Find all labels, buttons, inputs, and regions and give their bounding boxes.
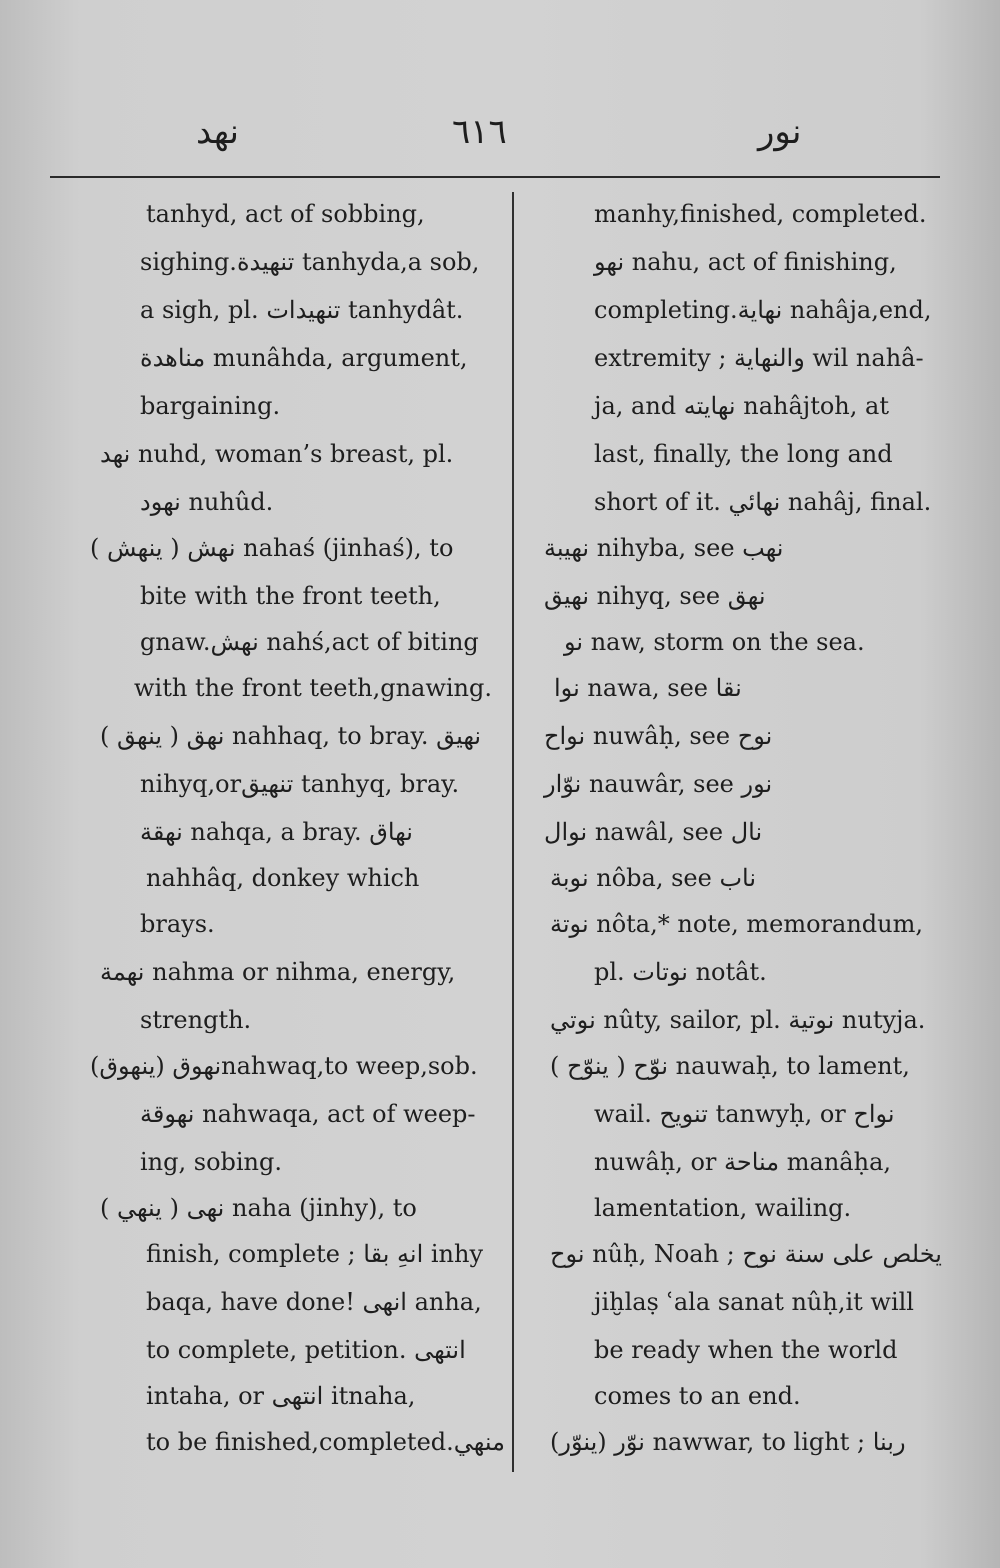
entry-line: nahhâq, donkey which	[146, 864, 420, 892]
entry-line: tanhyd, act of sobbing,	[146, 200, 425, 228]
entry-line: brays.	[140, 910, 215, 938]
entry-line: finish, complete ; انهِ بقا inhy	[146, 1240, 484, 1268]
entry-line: نوّار nauwâr, see نور	[544, 770, 773, 798]
entry-line: نهمة nahma or nihma, energy,	[100, 958, 456, 986]
entry-line: مناهدة munâhda, argument,	[140, 344, 468, 372]
entry-line: نوا nawa, see نقا	[554, 674, 742, 702]
column-divider	[512, 192, 514, 1472]
entry-line: نهود nuhûd.	[140, 488, 274, 516]
entry-line: strength.	[140, 1006, 252, 1034]
entry-line: extremity ; والنهاية wil nahâ-	[594, 344, 924, 372]
page-number: ٦١٦	[452, 112, 507, 152]
entry-line: ing, sobing.	[140, 1148, 283, 1176]
entry-line: نواح nuwâḥ, see نوح	[544, 722, 773, 750]
entry-line: intaha, or انتهى itnaha,	[146, 1382, 416, 1410]
running-head-right: نور	[758, 112, 802, 152]
entry-line: ja, and نهايته nahâjtoh, at	[594, 392, 889, 420]
header-rule	[50, 176, 940, 178]
entry-line: نوتة nôta,* note, memorandum,	[550, 910, 923, 938]
running-head-left: نهد	[196, 112, 239, 152]
entry-line: nihyq,orتنهيق tanhyq, bray.	[140, 770, 460, 798]
entry-line: نو naw, storm on the sea.	[564, 628, 865, 656]
entry-line: wail. تنويح tanwyḥ, or نواح	[594, 1100, 895, 1128]
entry-line: sighing.تنهيدة tanhyda,a sob,	[140, 248, 480, 276]
entry-line: gnaw.نهش nahś,act of biting	[140, 628, 479, 656]
entry-line: نهق ( ينهق ) nahhaq, to bray. نهيق	[100, 722, 482, 750]
entry-line: نوال nawâl, see نال	[544, 818, 763, 846]
entry-line: نهوقة nahwaqa, act of weep-	[140, 1100, 476, 1128]
entry-line: jiḫlaṣ ʿala sanat nûḥ,it will	[594, 1288, 914, 1316]
entry-line: manhy,finished, completed.	[594, 200, 927, 228]
entry-line: bargaining.	[140, 392, 281, 420]
entry-line: نهش ( ينهش ) nahaś (jinhaś), to	[90, 534, 454, 562]
entry-line: baqa, have done! انهى anha,	[146, 1288, 482, 1316]
entry-line: نهد nuhd, woman’s breast, pl.	[100, 440, 454, 468]
entry-line: comes to an end.	[594, 1382, 801, 1410]
entry-line: نهيق nihyq, see نهق	[544, 582, 766, 610]
entry-line: a sigh, pl. تنهيدات tanhydât.	[140, 296, 464, 324]
entry-line: نوبة nôba, see ناب	[550, 864, 757, 892]
entry-line: to complete, petition. انتهى	[146, 1336, 466, 1364]
entry-line: last, finally, the long and	[594, 440, 893, 468]
entry-line: be ready when the world	[594, 1336, 898, 1364]
entry-line: نوّر (ينوّر) nawwar, to light ; ربنا	[550, 1428, 906, 1456]
entry-line: نهيبة nihyba, see نهب	[544, 534, 784, 562]
entry-line: completing.نهاية nahâja,end,	[594, 296, 932, 324]
entry-line: to be finished,completed.منهي	[146, 1428, 505, 1456]
entry-line: bite with the front teeth,	[140, 582, 441, 610]
entry-line: نهقة nahqa, a bray. نهاق	[140, 818, 413, 846]
entry-line: pl. نوتات notât.	[594, 958, 767, 986]
entry-line: lamentation, wailing.	[594, 1194, 852, 1222]
entry-line: نوح nûḥ, Noah ; يخلص على سنة نوح	[550, 1240, 942, 1268]
entry-line: نهوق (ينهوق)nahwaq,to weep,sob.	[90, 1052, 478, 1080]
entry-line: nuwâḥ, or مناحة manâḥa,	[594, 1148, 892, 1176]
entry-line: with the front teeth,gnawing.	[134, 674, 492, 702]
entry-line: نوتي nûty, sailor, pl. نوتية nutyja.	[550, 1006, 926, 1034]
entry-line: short of it. نهائي nahâj, final.	[594, 488, 932, 516]
entry-line: نوّح ( ينوّح ) nauwaḥ, to lament,	[550, 1052, 910, 1080]
entry-line: نهى ( ينهي ) naha (jinhy), to	[100, 1194, 417, 1222]
entry-line: نهو nahu, act of finishing,	[594, 248, 897, 276]
